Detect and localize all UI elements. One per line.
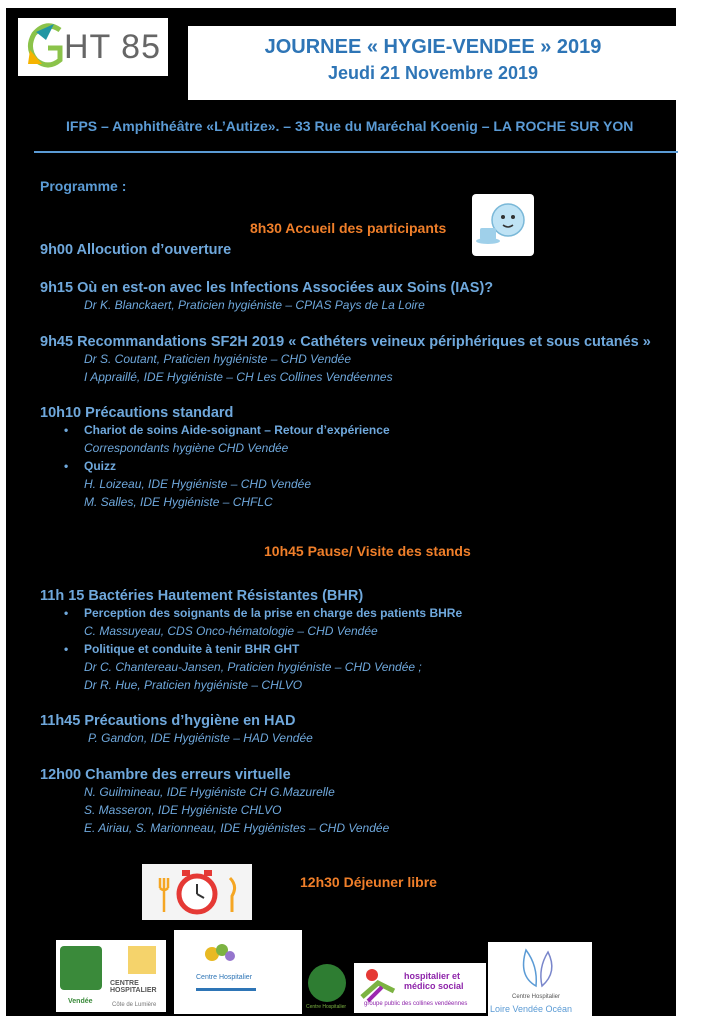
session-title: 9h15 Où en est-on avec les Infections Associées aux Soins (IAS)? bbox=[40, 280, 494, 296]
medico-logo-sub: groupe public des collines vendéennes bbox=[364, 1001, 468, 1007]
title-box bbox=[188, 26, 678, 100]
event-location: IFPS – Amphithéâtre «L’Autize». – 33 Rue du Maréchal Koenig – LA ROCHE SUR YON bbox=[66, 118, 634, 134]
ght85-logo bbox=[18, 18, 168, 76]
chd-emblem-icon bbox=[60, 946, 102, 990]
session-bullet: • Perception des soignants de la prise en charge des patients BHRe bbox=[64, 606, 463, 620]
session-bullet: • Chariot de soins Aide-soignant – Retour d’expérience bbox=[64, 423, 390, 437]
programme-label: Programme : bbox=[40, 178, 127, 194]
bullet-text: Quizz bbox=[84, 459, 116, 473]
ght-logo-text: HT 85 bbox=[64, 28, 161, 66]
speaker: Dr S. Coutant, Praticien hygiéniste – CHD Vendée bbox=[84, 352, 352, 366]
flower-icon bbox=[200, 940, 240, 970]
bullet-text: Politique et conduite à tenir BHR GHT bbox=[84, 642, 300, 656]
divider bbox=[34, 151, 678, 153]
event-date: Jeudi 21 Novembre 2019 bbox=[327, 63, 539, 83]
fontenay-logo-sub: Côte de Lumière bbox=[112, 1002, 157, 1008]
session-bullet: • Quizz bbox=[64, 459, 116, 473]
ght-g-icon bbox=[26, 20, 66, 70]
cholet-logo-text: Centre Hospitalier bbox=[306, 1004, 347, 1010]
session-block bbox=[40, 280, 676, 314]
session-bullet: • Politique et conduite à tenir BHR GHT bbox=[64, 642, 300, 656]
speaker: P. Gandon, IDE Hygiéniste – HAD Vendée bbox=[88, 731, 313, 745]
welcome-item: 8h30 Accueil des participants bbox=[250, 220, 447, 236]
bullet-text: Chariot de soins Aide-soignant – Retour d’expérience bbox=[84, 423, 390, 437]
session-title: 10h10 Précautions standard bbox=[40, 405, 234, 421]
speaker: I Appraillé, IDE Hygiéniste – CH Les Collines Vendéennes bbox=[84, 370, 393, 384]
fontenay-emblem-icon bbox=[128, 946, 156, 974]
lvo-logo-text: Centre Hospitalier bbox=[512, 994, 561, 1000]
chd-logo-text: Vendée bbox=[68, 998, 93, 1005]
session-title: 9h00 Allocution d’ouverture bbox=[40, 242, 232, 258]
flyer-page bbox=[6, 8, 676, 1016]
ch-collines-logo bbox=[174, 930, 302, 1014]
lunch-clock-icon bbox=[142, 864, 252, 920]
event-title: JOURNEE « HYGIE-VENDEE » 2019 bbox=[264, 36, 602, 58]
lunch-item: 12h30 Déjeuner libre bbox=[300, 874, 437, 890]
bullet-text: Perception des soignants de la prise en charge des patients BHRe bbox=[84, 606, 463, 620]
collines-bar bbox=[196, 988, 256, 991]
session-title: 11h 15 Bactéries Hautement Résistantes (BHR) bbox=[40, 588, 364, 604]
ch-fontenay-logo bbox=[106, 940, 166, 1012]
chd-vendee-logo bbox=[56, 940, 106, 1012]
speaker: H. Loizeau, IDE Hygiéniste – CHD Vendée bbox=[84, 477, 312, 491]
speaker: N. Guilmineau, IDE Hygiéniste CH G.Mazurelle bbox=[84, 785, 335, 799]
speaker: Dr K. Blanckaert, Praticien hygiéniste – CPIAS Pays de La Loire bbox=[84, 298, 425, 312]
speaker: Correspondants hygiène CHD Vendée bbox=[84, 441, 289, 455]
session-title: 11h45 Précautions d’hygiène en HAD bbox=[40, 713, 296, 729]
sail-icon bbox=[508, 946, 568, 990]
cholet-emblem-icon bbox=[308, 964, 346, 1002]
session-title: 12h00 Chambre des erreurs virtuelle bbox=[40, 767, 291, 783]
speaker: C. Massuyeau, CDS Onco-hématologie – CHD Vendée bbox=[84, 624, 378, 638]
speaker: Dr R. Hue, Praticien hygiéniste – CHLVO bbox=[84, 678, 303, 692]
fontenay-logo-text: CENTRE HOSPITALIER bbox=[110, 980, 157, 994]
lvo-logo-sub: Loire Vendée Océan bbox=[490, 1004, 573, 1014]
speaker: Dr C. Chantereau-Jansen, Praticien hygiéniste – CHD Vendée ; bbox=[84, 660, 422, 674]
session-block bbox=[40, 405, 676, 511]
ch-cholet-logo bbox=[304, 960, 350, 1014]
person-icon bbox=[358, 967, 398, 1003]
session-block bbox=[40, 588, 676, 694]
session-block bbox=[40, 334, 676, 386]
session-block bbox=[40, 713, 676, 747]
ch-lvo-logo bbox=[488, 942, 592, 1016]
speaker: E. Airiau, S. Marionneau, IDE Hygiénistes – CHD Vendée bbox=[84, 821, 390, 835]
medico-social-logo bbox=[354, 963, 486, 1013]
pause-item: 10h45 Pause/ Visite des stands bbox=[264, 543, 471, 559]
collines-logo-text: Centre Hospitalier bbox=[196, 974, 253, 981]
speaker: M. Salles, IDE Hygiéniste – CHFLC bbox=[84, 495, 273, 509]
session-block bbox=[40, 767, 676, 837]
medico-logo-text: hospitalier et médico social bbox=[404, 971, 464, 991]
session-title: 9h45 Recommandations SF2H 2019 « Cathéters veineux périphériques et sous cutanés » bbox=[40, 334, 651, 350]
speaker: S. Masseron, IDE Hygiéniste CHLVO bbox=[84, 803, 282, 817]
